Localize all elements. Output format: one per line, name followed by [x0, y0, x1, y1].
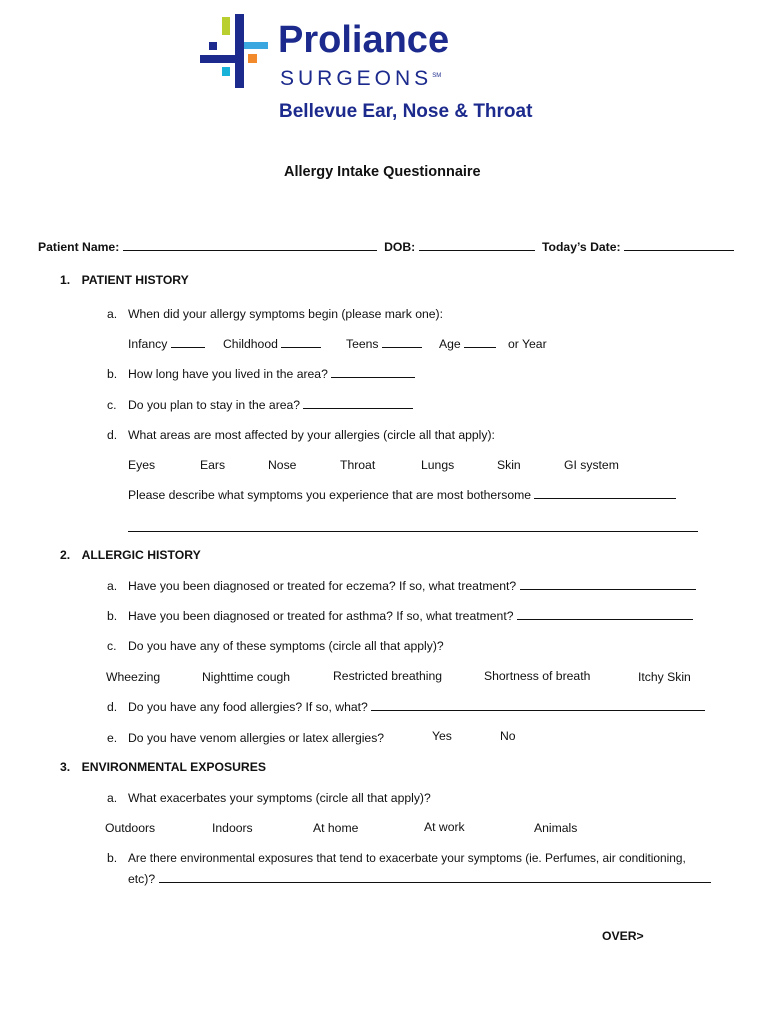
exposure-option-outdoors[interactable]: Outdoors: [105, 821, 156, 835]
logo-block-navy-vertical: [235, 14, 244, 88]
symptom-option-restricted-breathing[interactable]: Restricted breathing: [333, 669, 443, 683]
q2b-letter: b.: [107, 609, 118, 623]
q3b-text: Are there environmental exposures that tend to exacerbate your symptoms (ie. Perfumes, air conditioning,: [128, 851, 686, 865]
area-option-ears[interactable]: Ears: [200, 458, 226, 472]
q2b-text: Have you been diagnosed or treated for asthma? If so, what treatment?: [128, 609, 514, 623]
section-title: ENVIRONMENTAL EXPOSURES: [81, 760, 266, 774]
todays-date-field[interactable]: [624, 249, 734, 251]
area-option-lungs[interactable]: Lungs: [421, 458, 455, 472]
q2c-text: Do you have any of these symptoms (circle all that apply)?: [128, 639, 444, 653]
q1c-answer-field[interactable]: [303, 407, 413, 409]
onset-option-infancy[interactable]: [128, 337, 205, 351]
option-label: Age: [439, 337, 461, 351]
exposure-option-animals[interactable]: Animals: [534, 821, 578, 835]
patient-name-field[interactable]: [123, 249, 377, 251]
describe-symptoms-field-line-2[interactable]: [128, 531, 698, 532]
dob-label: DOB:: [384, 240, 416, 254]
option-blank[interactable]: [382, 346, 422, 348]
section-3-heading: [60, 760, 266, 774]
brand-trademark: SM: [432, 73, 442, 79]
q3b-text-cont: etc)?: [128, 872, 156, 886]
option-blank[interactable]: [464, 346, 496, 348]
q2d-letter: d.: [107, 700, 118, 714]
q3b-letter: b.: [107, 851, 118, 865]
venom-yes-option[interactable]: Yes: [432, 729, 452, 743]
onset-option-age[interactable]: [439, 337, 496, 351]
q2e-letter: e.: [107, 731, 118, 745]
patient-info-row: [38, 240, 734, 254]
symptom-option-itchy-skin[interactable]: Itchy Skin: [638, 670, 691, 684]
option-blank[interactable]: [281, 346, 321, 348]
q2c-letter: c.: [107, 639, 117, 653]
describe-symptoms-row: [128, 488, 676, 502]
symptom-option-wheezing[interactable]: Wheezing: [106, 670, 161, 684]
brand-sub-text: SURGEONS: [280, 67, 433, 90]
q3b-row-2: [128, 872, 711, 886]
section-number: 2.: [60, 548, 71, 562]
describe-symptoms-field[interactable]: [534, 497, 676, 499]
area-option-gi-system[interactable]: GI system: [564, 458, 619, 472]
section-number: 1.: [60, 273, 71, 287]
patient-name-label: Patient Name:: [38, 240, 120, 254]
q3a-letter: a.: [107, 791, 118, 805]
logo-block-navy-horizontal: [200, 55, 244, 63]
q3a-text: What exacerbates your symptoms (circle all that apply)?: [128, 791, 431, 805]
brand-sub: [280, 64, 441, 91]
option-label: Childhood: [223, 337, 278, 351]
logo-block-lime: [222, 17, 230, 35]
area-option-skin[interactable]: Skin: [497, 458, 521, 472]
option-label: Infancy: [128, 337, 168, 351]
q1c-row: [128, 398, 413, 412]
onset-option-childhood[interactable]: [223, 337, 321, 351]
section-1-heading: [60, 273, 189, 287]
option-blank[interactable]: [171, 346, 205, 348]
practice-name: Bellevue Ear, Nose & Throat: [279, 101, 533, 122]
q2a-answer-field[interactable]: [520, 588, 696, 590]
q1b-text: How long have you lived in the area?: [128, 367, 328, 381]
q1d-letter: d.: [107, 428, 118, 442]
q1a-letter: a.: [107, 307, 118, 321]
q2a-letter: a.: [107, 579, 118, 593]
q1d-text: What areas are most affected by your allergies (circle all that apply):: [128, 428, 495, 442]
logo-block-sky: [244, 42, 268, 49]
area-option-throat[interactable]: Throat: [340, 458, 376, 472]
option-label: Teens: [346, 337, 379, 351]
q1b-letter: b.: [107, 367, 118, 381]
q2d-text: Do you have any food allergies? If so, what?: [128, 700, 368, 714]
brand-name: Proliance: [278, 19, 450, 61]
q3b-answer-field[interactable]: [159, 881, 711, 883]
over-indicator: OVER>: [602, 929, 644, 943]
onset-option-teens[interactable]: [346, 337, 422, 351]
q2b-row: [128, 609, 693, 623]
q2b-answer-field[interactable]: [517, 618, 693, 620]
onset-option-year: or Year: [508, 337, 547, 351]
symptom-option-shortness-of-breath[interactable]: Shortness of breath: [484, 669, 591, 683]
logo-mark: [198, 14, 270, 89]
q1c-text: Do you plan to stay in the area?: [128, 398, 301, 412]
todays-date-label: Today’s Date:: [542, 240, 621, 254]
area-option-eyes[interactable]: Eyes: [128, 458, 156, 472]
exposure-option-at-home[interactable]: At home: [313, 821, 359, 835]
q1b-answer-field[interactable]: [331, 376, 415, 378]
describe-symptoms-text: Please describe what symptoms you experience that are most bothersome: [128, 488, 532, 502]
symptom-option-nighttime-cough[interactable]: Nighttime cough: [202, 670, 291, 684]
q2d-row: [128, 700, 705, 714]
q1b-row: [128, 367, 415, 381]
q1c-letter: c.: [107, 398, 117, 412]
exposure-option-at-work[interactable]: At work: [424, 820, 465, 834]
dob-field[interactable]: [419, 249, 535, 251]
venom-no-option[interactable]: No: [500, 729, 516, 743]
section-title: ALLERGIC HISTORY: [81, 548, 201, 562]
section-title: PATIENT HISTORY: [81, 273, 189, 287]
q2a-text: Have you been diagnosed or treated for eczema? If so, what treatment?: [128, 579, 517, 593]
q2e-text: Do you have venom allergies or latex allergies?: [128, 731, 385, 745]
logo: [198, 14, 498, 94]
q2d-answer-field[interactable]: [371, 709, 705, 711]
exposure-option-indoors[interactable]: Indoors: [212, 821, 253, 835]
section-2-heading: [60, 548, 201, 562]
q2a-row: [128, 579, 696, 593]
logo-block-cyan: [222, 67, 230, 76]
logo-block-navy-small: [209, 42, 217, 50]
form-title: Allergy Intake Questionnaire: [284, 164, 481, 180]
q1a-text: When did your allergy symptoms begin (please mark one):: [128, 307, 443, 321]
section-number: 3.: [60, 760, 71, 774]
logo-block-orange: [248, 54, 257, 63]
area-option-nose[interactable]: Nose: [268, 458, 297, 472]
